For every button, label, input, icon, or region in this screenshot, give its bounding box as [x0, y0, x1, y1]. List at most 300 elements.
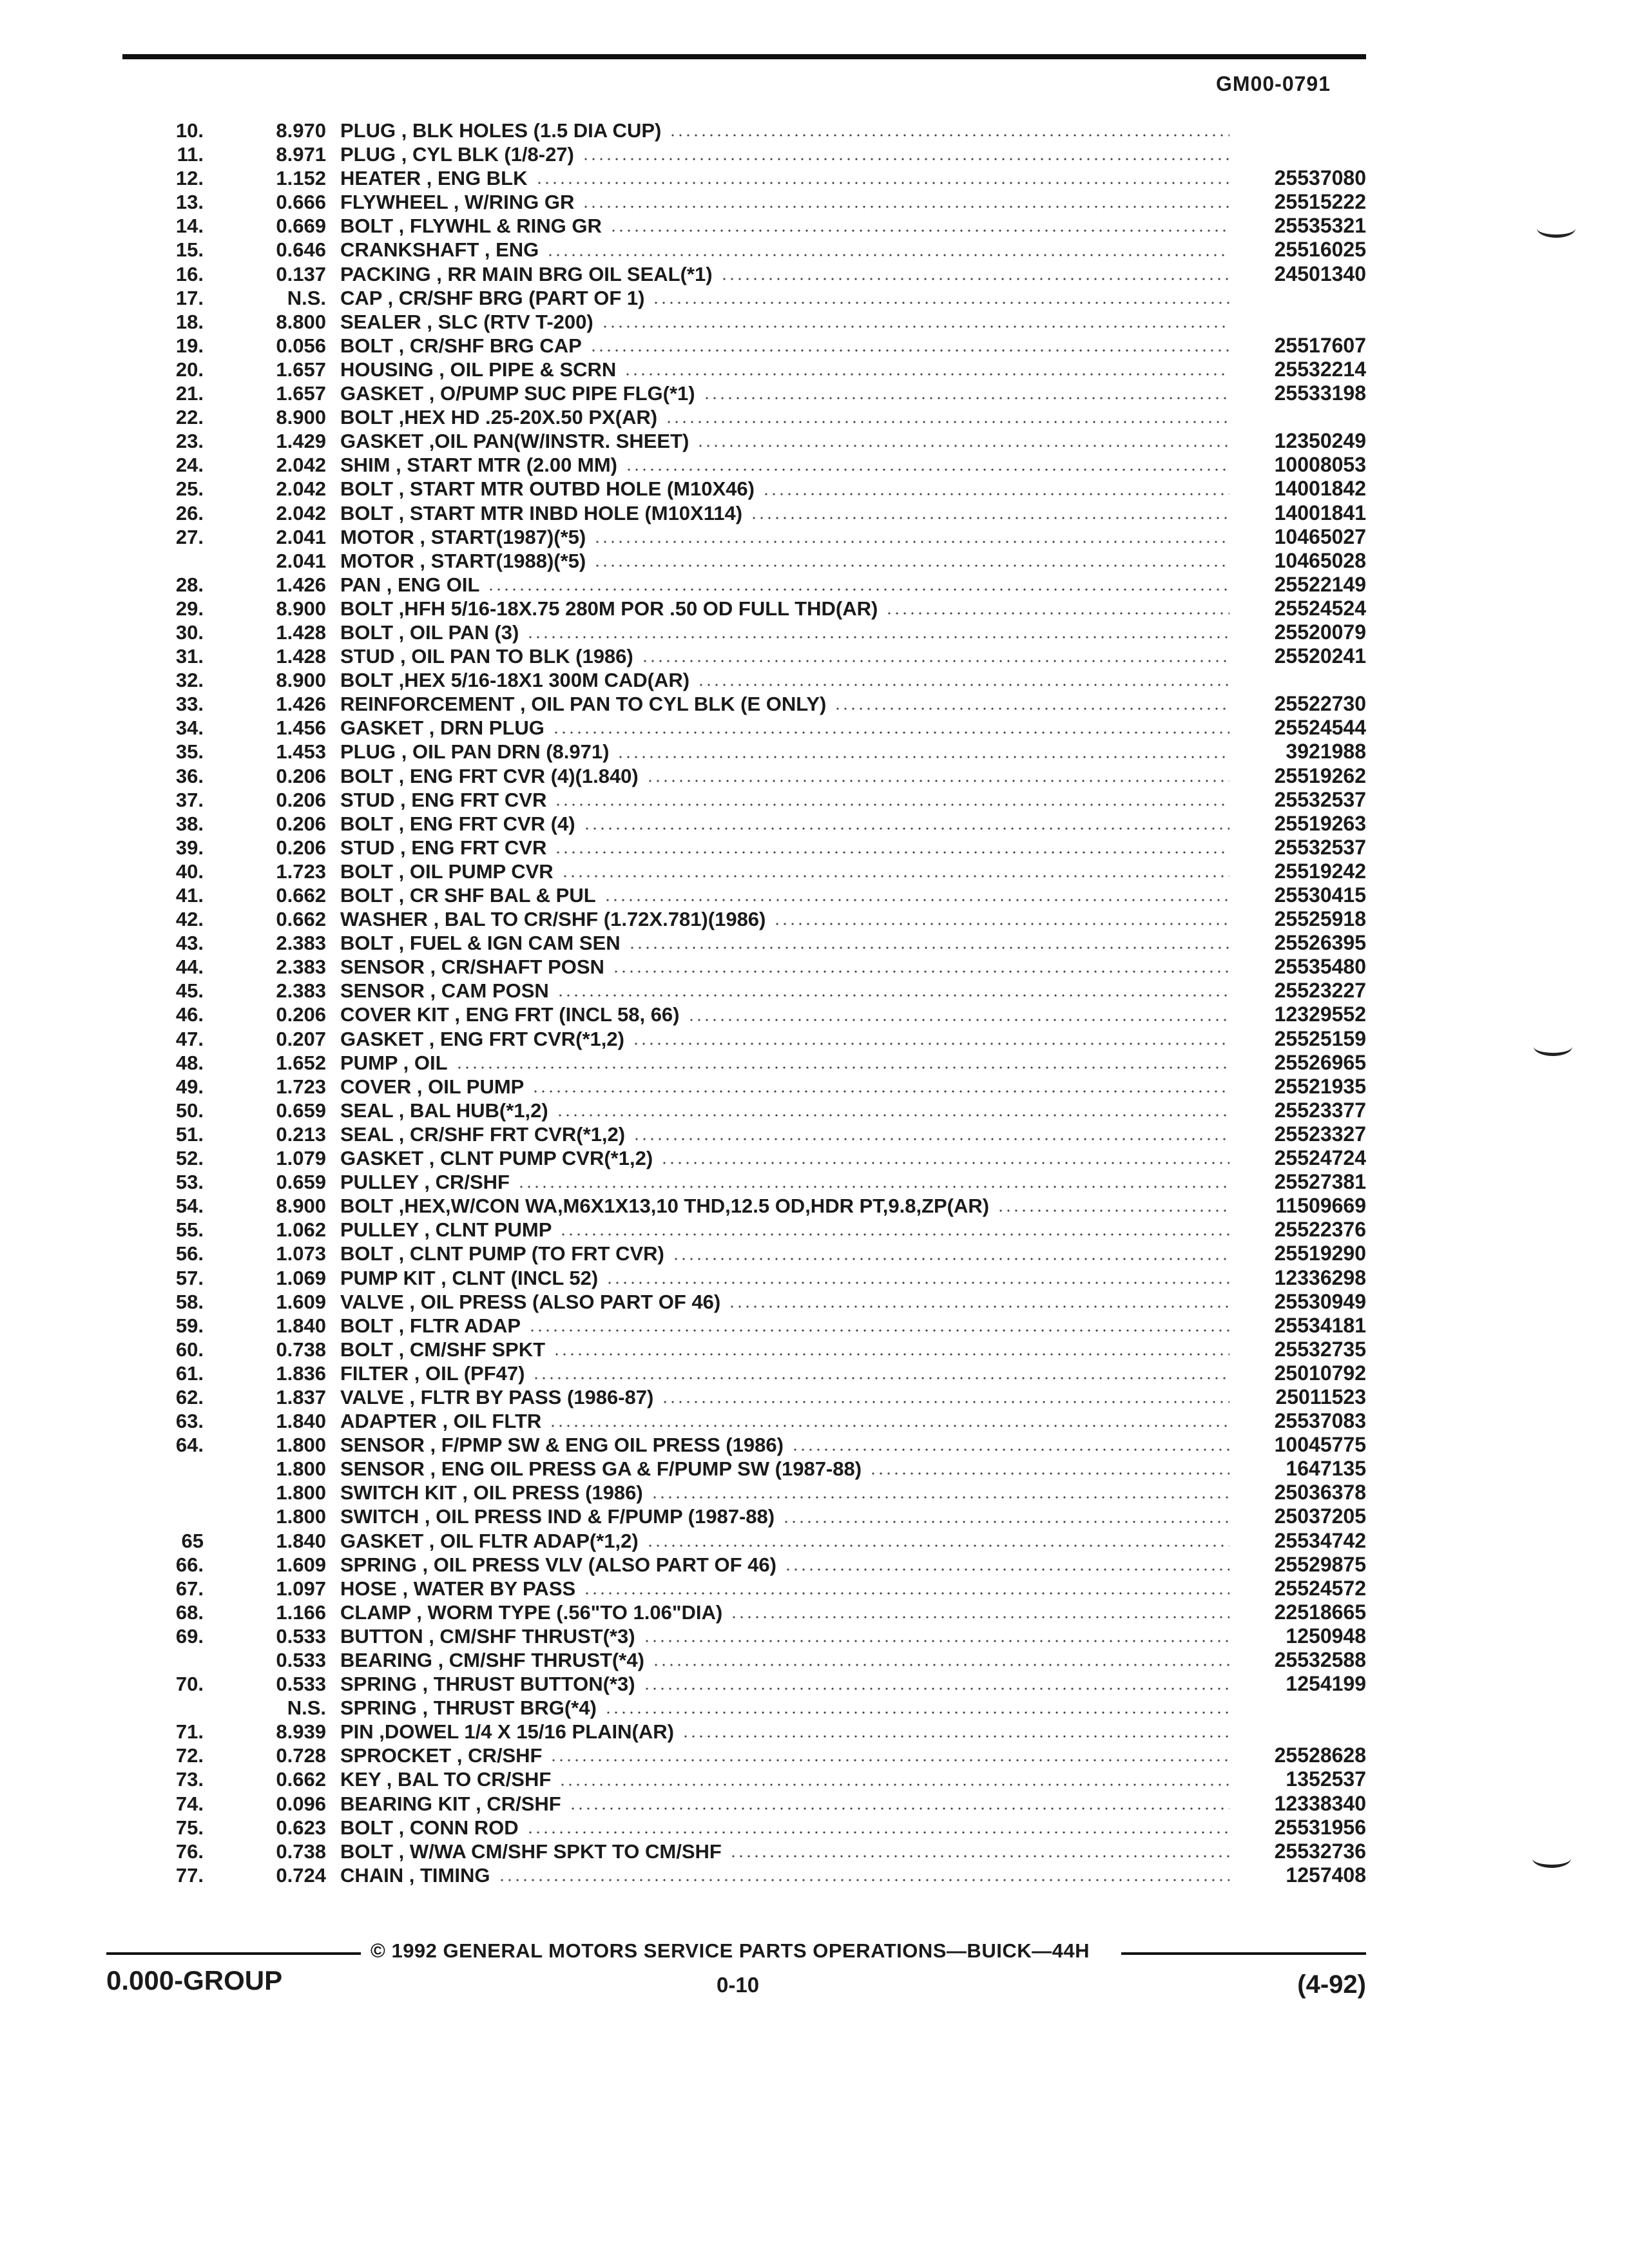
group-label: 0.000-GROUP: [106, 1965, 283, 1995]
ref-number: 68.: [175, 1600, 204, 1624]
table-row: [155, 477, 1366, 501]
group-number: 2.042: [276, 477, 326, 501]
table-row: [155, 1529, 1366, 1553]
group-number: 0.623: [276, 1816, 326, 1839]
part-number: 25516025: [1274, 238, 1366, 262]
table-row: [155, 1481, 1366, 1504]
dot-leader: [557, 994, 1229, 997]
ref-number: 25.: [175, 477, 204, 501]
footer-rule-left: [106, 1952, 361, 1955]
group-number: 1.152: [276, 167, 326, 190]
ref-number: 26.: [175, 501, 204, 524]
ref-number: 22.: [175, 406, 204, 429]
part-description: STUD , OIL PAN TO BLK (1986): [340, 645, 633, 668]
part-number: 25520241: [1274, 644, 1366, 668]
part-description: BOLT , CM/SHF SPKT: [340, 1338, 546, 1361]
ref-number: 39.: [175, 836, 204, 859]
table-row: [155, 334, 1366, 358]
part-number: 25519263: [1274, 811, 1366, 835]
ref-number: 72.: [175, 1744, 204, 1767]
part-number: 25524572: [1274, 1576, 1366, 1600]
ref-number: 19.: [175, 334, 204, 357]
ref-number: 38.: [175, 812, 204, 835]
part-description: STUD , ENG FRT CVR: [340, 788, 547, 811]
dot-leader: [646, 1544, 1229, 1547]
dot-leader: [669, 134, 1229, 137]
ref-number: 53.: [175, 1171, 204, 1194]
part-description: BOLT , CR SHF BAL & PUL: [340, 884, 596, 907]
table-row: [155, 190, 1366, 214]
part-description: BOLT , START MTR INBD HOLE (M10X114): [340, 501, 743, 524]
group-number: 0.738: [276, 1840, 326, 1863]
part-number: 3921988: [1286, 740, 1366, 764]
ref-number: 69.: [175, 1624, 204, 1648]
group-number: 1.079: [276, 1147, 326, 1170]
group-number: 1.800: [276, 1505, 326, 1528]
part-description: PULLEY , CR/SHF: [340, 1171, 510, 1194]
group-number: 0.137: [276, 262, 326, 285]
dot-leader: [652, 1664, 1229, 1666]
group-number: 8.939: [276, 1720, 326, 1744]
part-description: BOLT , CLNT PUMP (TO FRT CVR): [340, 1242, 664, 1265]
group-number: 8.900: [276, 597, 326, 620]
part-description: BOLT , ENG FRT CVR (4): [340, 812, 575, 835]
table-row: [155, 1792, 1366, 1816]
ref-number: 43.: [175, 932, 204, 955]
part-number: 12329552: [1274, 1003, 1366, 1026]
group-number: 2.042: [276, 454, 326, 477]
table-row: [155, 286, 1366, 310]
part-description: BOLT , CONN ROD: [340, 1816, 519, 1839]
group-number: 0.659: [276, 1171, 326, 1194]
dot-leader: [729, 1855, 1229, 1858]
group-number: 0.669: [276, 215, 326, 238]
dot-leader: [550, 1759, 1229, 1762]
ref-number: 76.: [175, 1840, 204, 1863]
dot-leader: [782, 1521, 1229, 1523]
part-description: MOTOR , START(1987)(*5): [340, 525, 586, 548]
group-number: 0.096: [276, 1792, 326, 1815]
part-number: 25530949: [1274, 1289, 1366, 1313]
table-row: [155, 214, 1366, 238]
ref-number: 54.: [175, 1195, 204, 1218]
group-number: 1.840: [276, 1529, 326, 1552]
part-number: 25534742: [1274, 1528, 1366, 1552]
group-number: 0.662: [276, 884, 326, 907]
table-row: [155, 1433, 1366, 1457]
dot-leader: [773, 923, 1229, 925]
ref-number: 15.: [175, 238, 204, 262]
part-description: CAP , CR/SHF BRG (PART OF 1): [340, 286, 645, 309]
table-row: [155, 429, 1366, 453]
table-row: [155, 860, 1366, 883]
ref-number: 23.: [175, 430, 204, 453]
group-number: 1.428: [276, 645, 326, 668]
ref-number: 18.: [175, 310, 204, 333]
group-number: 0.728: [276, 1744, 326, 1767]
ref-number: 36.: [175, 764, 204, 787]
table-row: [155, 668, 1366, 692]
group-number: 0.206: [276, 836, 326, 859]
ref-number: 74.: [175, 1792, 204, 1815]
part-number: 25524524: [1274, 596, 1366, 620]
table-row: [155, 836, 1366, 860]
part-description: BOLT ,HEX 5/16-18X1 300M CAD(AR): [340, 669, 690, 692]
ref-number: 16.: [175, 262, 204, 285]
group-number: 1.426: [276, 693, 326, 716]
table-row: [155, 1075, 1366, 1099]
table-row: [155, 358, 1366, 381]
group-number: 1.800: [276, 1434, 326, 1457]
table-row: [155, 1122, 1366, 1146]
part-number: 25526965: [1274, 1050, 1366, 1074]
part-description: COVER KIT , ENG FRT (INCL 58, 66): [340, 1003, 680, 1026]
part-number: 25537083: [1274, 1409, 1366, 1433]
part-description: PIN ,DOWEL 1/4 X 15/16 PLAIN(AR): [340, 1720, 674, 1744]
ref-number: 70.: [175, 1673, 204, 1696]
ref-number: 62.: [175, 1385, 204, 1408]
part-number: 25519242: [1274, 859, 1366, 883]
group-number: 0.533: [276, 1673, 326, 1696]
ref-number: 14.: [175, 215, 204, 238]
part-number: 12350249: [1274, 429, 1366, 453]
part-description: PUMP KIT , CLNT (INCL 52): [340, 1266, 599, 1289]
part-description: BOLT , W/WA CM/SHF SPKT TO CM/SHF: [340, 1840, 722, 1863]
dot-leader: [617, 756, 1229, 758]
group-number: 1.657: [276, 382, 326, 405]
part-description: SPRING , THRUST BUTTON(*3): [340, 1673, 635, 1696]
part-number: 1647135: [1286, 1457, 1366, 1481]
table-row: [155, 573, 1366, 597]
part-number: 25524544: [1274, 716, 1366, 740]
dot-leader: [610, 229, 1229, 232]
part-number: 14001841: [1274, 501, 1366, 524]
group-number: 0.206: [276, 812, 326, 835]
table-row: [155, 1361, 1366, 1385]
dot-leader: [559, 1783, 1229, 1786]
part-description: SPRING , THRUST BRG(*4): [340, 1696, 597, 1720]
group-number: 1.097: [276, 1577, 326, 1600]
ref-number: 64.: [175, 1434, 204, 1457]
part-description: SWITCH , OIL PRESS IND & F/PUMP (1987-88): [340, 1505, 775, 1528]
table-row: [155, 1051, 1366, 1075]
ref-number: 77.: [175, 1863, 204, 1887]
part-description: BOLT ,HFH 5/16-18X.75 280M POR .50 OD FULL THD(AR): [340, 597, 878, 620]
part-description: BOLT , FLTR ADAP: [340, 1314, 521, 1337]
part-number: 25036378: [1274, 1481, 1366, 1504]
ref-number: 52.: [175, 1147, 204, 1170]
ref-number: 41.: [175, 884, 204, 907]
group-number: 2.042: [276, 501, 326, 524]
table-row: [155, 525, 1366, 549]
part-description: KEY , BAL TO CR/SHF: [340, 1768, 552, 1791]
part-description: SEALER , SLC (RTV T-200): [340, 310, 593, 333]
part-number: 25531956: [1274, 1815, 1366, 1839]
ref-number: 24.: [175, 454, 204, 477]
ref-number: 49.: [175, 1075, 204, 1098]
part-number: 25529875: [1274, 1552, 1366, 1576]
ref-number: 13.: [175, 191, 204, 214]
table-row: [155, 1672, 1366, 1696]
part-description: BOLT ,HEX,W/CON WA,M6X1X13,10 THD,12.5 OD,HDR PT,9.8,ZP(AR): [340, 1195, 990, 1218]
table-row: [155, 1409, 1366, 1433]
part-description: STUD , ENG FRT CVR: [340, 836, 547, 859]
dot-leader: [661, 1401, 1229, 1403]
table-row: [155, 1290, 1366, 1314]
part-description: SWITCH KIT , OIL PRESS (1986): [340, 1481, 643, 1504]
dot-leader: [552, 731, 1229, 734]
ref-number: 11.: [177, 143, 204, 166]
table-row: [155, 1099, 1366, 1122]
dot-leader: [885, 612, 1229, 615]
ref-number: 51.: [175, 1122, 204, 1146]
part-number: 25528628: [1274, 1744, 1366, 1767]
part-description: PLUG , CYL BLK (1/8-27): [340, 143, 574, 166]
part-number: 25523227: [1274, 979, 1366, 1003]
table-row: [155, 405, 1366, 429]
group-number: 0.533: [276, 1624, 326, 1648]
part-number: 25519290: [1274, 1242, 1366, 1265]
part-description: GASKET , O/PUMP SUC PIPE FLG(*1): [340, 382, 695, 405]
part-number: 25524724: [1274, 1146, 1366, 1170]
table-row: [155, 1600, 1366, 1624]
part-number: 25527381: [1274, 1170, 1366, 1194]
dot-leader: [606, 1282, 1229, 1284]
table-row: [155, 1003, 1366, 1026]
group-number: 1.429: [276, 430, 326, 453]
part-number: 25532537: [1274, 787, 1366, 811]
dot-leader: [660, 1162, 1229, 1164]
part-number: 25522730: [1274, 692, 1366, 716]
part-number: 25525159: [1274, 1026, 1366, 1050]
part-description: HOUSING , OIL PIPE & SCRN: [340, 358, 617, 381]
group-number: 0.533: [276, 1649, 326, 1671]
table-row: [155, 716, 1366, 740]
table-row: [155, 1624, 1366, 1648]
dot-leader: [997, 1209, 1229, 1212]
part-number: 25523377: [1274, 1098, 1366, 1122]
group-number: 1.657: [276, 358, 326, 381]
ref-number: 44.: [175, 956, 204, 979]
part-number: 1352537: [1286, 1767, 1366, 1791]
part-number: 25525918: [1274, 907, 1366, 931]
margin-mark: [1534, 1037, 1572, 1056]
dot-leader: [583, 827, 1229, 830]
part-description: BUTTON , CM/SHF THRUST(*3): [340, 1624, 635, 1648]
group-number: 8.970: [276, 119, 326, 142]
parts-list: [155, 119, 1366, 1887]
table-row: [155, 142, 1366, 166]
part-description: WASHER , BAL TO CR/SHF (1.72X.781)(1986): [340, 908, 766, 931]
table-row: [155, 1816, 1366, 1840]
group-number: 2.383: [276, 956, 326, 979]
dot-leader: [556, 1114, 1229, 1117]
group-number: 8.900: [276, 1195, 326, 1218]
part-description: BOLT , ENG FRT CVR (4)(1.840): [340, 764, 639, 787]
group-number: 2.383: [276, 979, 326, 1003]
table-row: [155, 1840, 1366, 1863]
ref-number: 10.: [175, 119, 204, 142]
group-number: 1.069: [276, 1266, 326, 1289]
dot-leader: [869, 1472, 1229, 1475]
table-row: [155, 979, 1366, 1003]
table-row: [155, 788, 1366, 812]
table-row: [155, 1577, 1366, 1600]
dot-leader: [569, 1807, 1229, 1810]
part-description: SENSOR , ENG OIL PRESS GA & F/PUMP SW (1987-88): [340, 1457, 862, 1481]
part-description: ADAPTER , OIL FLTR: [340, 1410, 542, 1433]
document-code: GM00-0791: [1216, 72, 1331, 95]
dot-leader: [624, 373, 1229, 376]
dot-leader: [697, 684, 1229, 686]
table-row: [155, 931, 1366, 955]
part-number: 12338340: [1274, 1791, 1366, 1815]
dot-leader: [549, 1425, 1229, 1427]
dot-leader: [652, 302, 1229, 304]
table-row: [155, 1720, 1366, 1744]
part-description: BOLT , OIL PAN (3): [340, 620, 519, 644]
date-code: (4-92): [1297, 1970, 1366, 1999]
dot-leader: [559, 1233, 1229, 1236]
group-number: 0.738: [276, 1338, 326, 1361]
part-description: SENSOR , CR/SHAFT POSN: [340, 956, 604, 979]
table-row: [155, 1338, 1366, 1361]
group-number: 1.837: [276, 1385, 326, 1408]
part-description: SENSOR , F/PMP SW & ENG OIL PRESS (1986): [340, 1434, 784, 1457]
part-description: HOSE , WATER BY PASS: [340, 1577, 576, 1600]
part-number: 25517607: [1274, 333, 1366, 357]
table-row: [155, 644, 1366, 668]
dot-leader: [643, 1640, 1229, 1642]
group-number: 1.609: [276, 1553, 326, 1576]
dot-leader: [682, 1735, 1229, 1738]
table-row: [155, 764, 1366, 788]
table-row: [155, 381, 1366, 405]
group-number: 0.646: [276, 238, 326, 262]
part-description: SEAL , CR/SHF FRT CVR(*1,2): [340, 1122, 626, 1146]
part-number: 11509669: [1275, 1194, 1366, 1218]
ref-number: 20.: [175, 358, 204, 381]
ref-number: 59.: [175, 1314, 204, 1337]
group-number: 1.166: [276, 1600, 326, 1624]
ref-number: 12.: [175, 167, 204, 190]
dot-leader: [604, 899, 1229, 901]
part-number: 25011523: [1275, 1385, 1366, 1408]
table-row: [155, 1553, 1366, 1577]
part-number: 25532214: [1274, 357, 1366, 381]
part-number: 10465028: [1274, 548, 1366, 572]
ref-number: 75.: [175, 1816, 204, 1839]
group-number: 1.800: [276, 1481, 326, 1504]
ref-number: 58.: [175, 1290, 204, 1313]
table-row: [155, 1027, 1366, 1051]
part-number: 25532735: [1274, 1337, 1366, 1361]
part-description: BOLT ,HEX HD .25-20X.50 PX(AR): [340, 406, 658, 429]
table-row: [155, 166, 1366, 190]
group-number: 0.207: [276, 1027, 326, 1050]
group-number: 0.213: [276, 1122, 326, 1146]
group-number: 2.041: [276, 525, 326, 548]
group-number: 1.652: [276, 1051, 326, 1074]
ref-number: 61.: [175, 1361, 204, 1385]
ref-number: 67.: [175, 1577, 204, 1600]
ref-number: 50.: [175, 1099, 204, 1122]
part-description: GASKET ,OIL PAN(W/INSTR. SHEET): [340, 430, 689, 453]
group-number: 0.666: [276, 191, 326, 214]
group-number: 1.456: [276, 716, 326, 740]
group-number: 0.724: [276, 1863, 326, 1887]
part-number: 25535480: [1274, 955, 1366, 979]
group-number: 0.206: [276, 1003, 326, 1026]
group-number: 1.073: [276, 1242, 326, 1265]
part-description: PACKING , RR MAIN BRG OIL SEAL(*1): [340, 262, 713, 285]
part-number: 25532588: [1274, 1648, 1366, 1671]
group-number: 1.428: [276, 620, 326, 644]
ref-number: 31.: [175, 645, 204, 668]
dot-leader: [604, 1711, 1229, 1714]
dot-leader: [720, 278, 1229, 280]
part-number: 25523327: [1274, 1122, 1366, 1146]
part-description: SHIM , START MTR (2.00 MM): [340, 454, 617, 477]
ref-number: 65: [181, 1529, 204, 1552]
part-number: 25010792: [1274, 1361, 1366, 1385]
dot-leader: [590, 349, 1229, 352]
part-description: PAN , ENG OIL: [340, 573, 480, 596]
table-row: [155, 740, 1366, 764]
table-row: [155, 238, 1366, 262]
dot-leader: [528, 1329, 1229, 1332]
table-row: [155, 620, 1366, 644]
group-number: 1.723: [276, 860, 326, 883]
dot-leader: [456, 1066, 1229, 1069]
dot-leader: [665, 421, 1229, 423]
group-number: 1.723: [276, 1075, 326, 1098]
ref-number: 40.: [175, 860, 204, 883]
ref-number: 21.: [175, 382, 204, 405]
ref-number: 71.: [175, 1720, 204, 1744]
ref-number: 47.: [175, 1027, 204, 1050]
part-number: 1257408: [1286, 1863, 1366, 1887]
ref-number: 73.: [175, 1768, 204, 1791]
group-number: 0.056: [276, 334, 326, 357]
group-number: 1.840: [276, 1314, 326, 1337]
part-number: 10045775: [1274, 1433, 1366, 1457]
table-row: [155, 1218, 1366, 1242]
part-number: 25526395: [1274, 931, 1366, 955]
part-number: 12336298: [1274, 1265, 1366, 1289]
ref-number: 34.: [175, 716, 204, 740]
part-description: SENSOR , CAM POSN: [340, 979, 549, 1003]
group-number: N.S.: [287, 286, 326, 309]
part-description: GASKET , CLNT PUMP CVR(*1,2): [340, 1147, 653, 1170]
ref-number: 48.: [175, 1051, 204, 1074]
part-number: 25532537: [1274, 835, 1366, 859]
part-number: 25532736: [1274, 1839, 1366, 1863]
dot-leader: [643, 1687, 1229, 1690]
ref-number: 60.: [175, 1338, 204, 1361]
dot-leader: [601, 325, 1229, 328]
table-row: [155, 883, 1366, 907]
ref-number: 63.: [175, 1410, 204, 1433]
dot-leader: [688, 1019, 1229, 1021]
footer-rule-right: [1121, 1952, 1366, 1955]
ref-number: 32.: [175, 669, 204, 692]
group-number: 8.971: [276, 143, 326, 166]
part-number: 25530415: [1274, 883, 1366, 907]
dot-leader: [526, 636, 1229, 639]
part-description: CRANKSHAFT , ENG: [340, 238, 539, 262]
ref-number: 42.: [175, 908, 204, 931]
